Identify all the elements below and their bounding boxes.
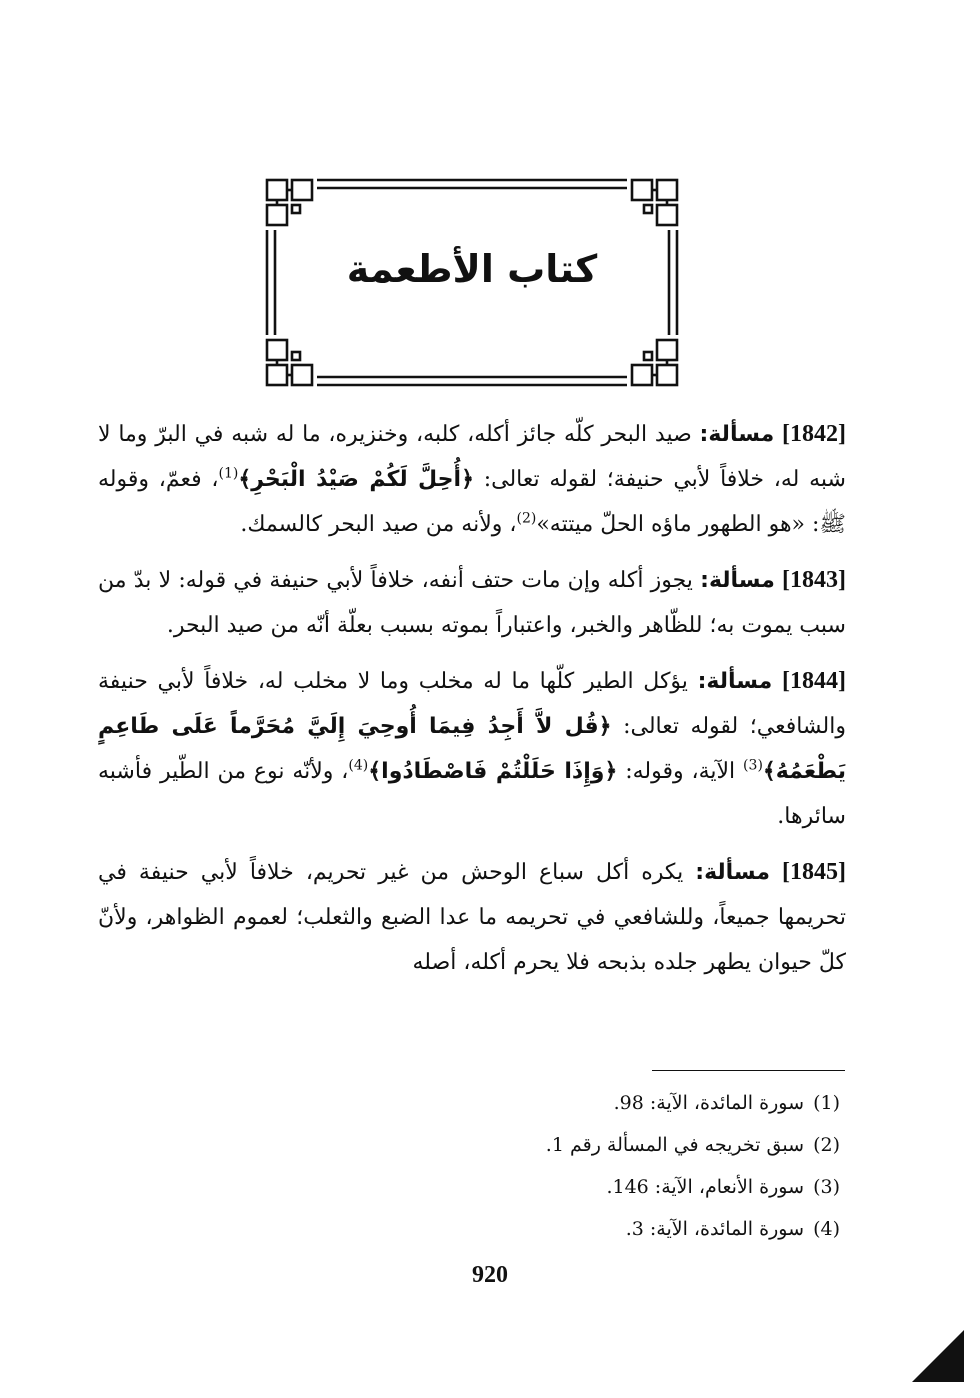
issue-label: مسألة: (699, 422, 775, 447)
title-frame (262, 175, 682, 390)
footnote-ref: (2) (516, 510, 537, 527)
issue-number: [1845] (782, 859, 846, 885)
footnote-number: (3) (813, 1176, 840, 1198)
footnote-ref: (4) (348, 757, 369, 774)
issue-text: ، فعمّ، وقوله ﷺ: «هو الطهور ماؤه الحلّ ميتته» (98, 467, 846, 537)
issue-number: [1844] (782, 668, 846, 694)
issue-text: ، ولأنّه نوع من الطّير فأشبه سائرها. (98, 759, 846, 829)
issue-number: [1842] (782, 421, 846, 447)
issue-text: صيد البحر كلّه جائز أكله، كلبه، وخنزيره، ما له شبه في البرّ وما لا شبه له، خلافاً لأبي حنيفة؛ لقوله تعالى: (98, 422, 846, 492)
quran-quote: ﴿أُحِلَّ لَكُمْ صَيْدُ الْبَحْرِ﴾ (238, 467, 474, 492)
footnote-item (220, 1208, 840, 1250)
issue-label: مسألة: (695, 860, 770, 885)
issue-1845 (98, 850, 846, 985)
issue-1844 (98, 659, 846, 839)
issue-text: يكره أكل سباع الوحش من غير تحريم، خلافاً لأبي حنيفة في تحريمها جميعاً، وللشافعي في تحريمه ما عدا الضبع والثعلب؛ لعموم الظواهر، ولأنّ كلّ حيوان يطهر جلده بذبحه فلا يحرم أكله، أصله (98, 860, 846, 975)
issue-1843 (98, 558, 846, 648)
footnote-text: سبق تخريجه في المسألة رقم 1. (545, 1134, 804, 1156)
footnote-item (220, 1082, 840, 1124)
issue-text: يجوز أكله وإن مات حتف أنفه، خلافاً لأبي حنيفة في قوله: لا بدّ من سبب يموت به؛ للظّاهر والخبر، واعتباراً بموته بسبب بعلّة أنّه من صيد البحر. (98, 568, 846, 638)
quran-quote: ﴿قُل لاَّ أَجِدُ فِيمَا أُوحِيَ إِلَيَّ مُحَرَّماً عَلَى طَاعِمٍ يَطْعَمُهُ﴾ (98, 714, 846, 784)
issue-text: الآية، وقوله: (617, 759, 744, 784)
footnote-item (220, 1166, 840, 1208)
page-number: 920 (472, 1262, 508, 1288)
footnote-text: سورة الأنعام، الآية: 146. (606, 1176, 804, 1198)
book-title: كتاب الأطعمة (346, 247, 598, 291)
issues-body (98, 412, 846, 996)
footnote-ref: (1) (218, 465, 239, 482)
issue-label: مسألة: (697, 669, 773, 694)
issue-1842 (98, 412, 846, 547)
quran-quote: ﴿وَإِذَا حَلَلْتُمْ فَاصْطَادُوا﴾ (368, 759, 618, 784)
issue-text: يؤكل الطير كلّها ما له مخلب وما لا مخلب له، خلافاً لأبي حنيفة والشافعي؛ لقوله تعالى: (98, 669, 847, 739)
footnote-divider (652, 1070, 845, 1071)
footnote-number: (2) (813, 1134, 840, 1156)
issue-text: ، ولأنه من صيد البحر كالسمك. (240, 512, 517, 537)
footnote-text: سورة المائدة، الآية: 3. (625, 1218, 804, 1240)
page-corner-triangle-icon (908, 1326, 968, 1386)
issue-number: [1843] (782, 567, 847, 593)
issue-label: مسألة: (700, 568, 775, 593)
footnote-number: (1) (813, 1092, 840, 1114)
footnotes (220, 1082, 840, 1250)
footnote-text: سورة المائدة، الآية: 98. (613, 1092, 804, 1114)
footnote-number: (4) (813, 1218, 840, 1240)
footnote-ref: (3) (743, 757, 763, 774)
footnote-item (220, 1124, 840, 1166)
